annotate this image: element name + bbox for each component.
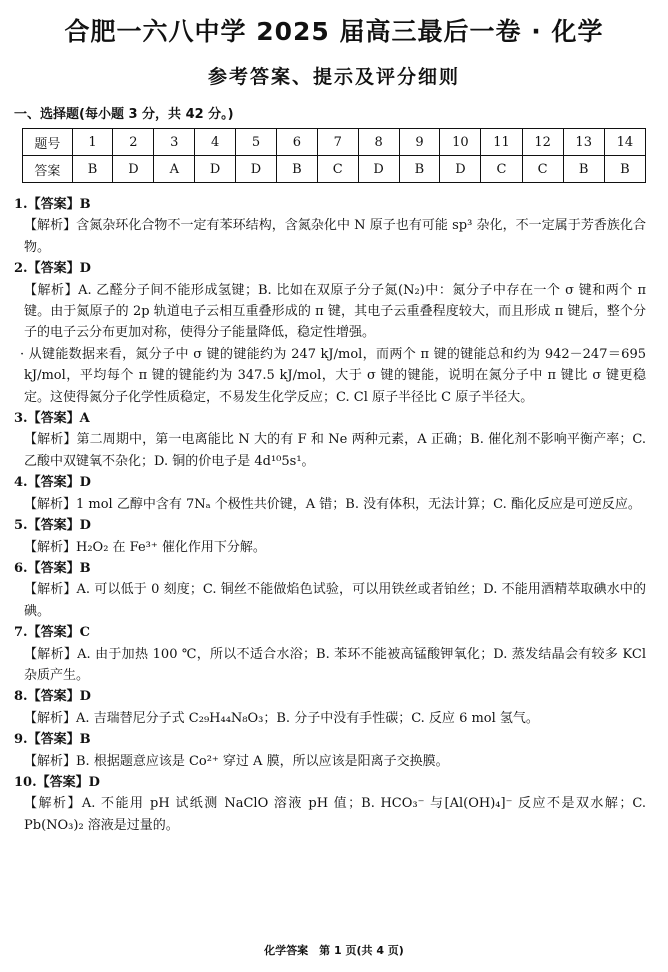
answer-row [23,156,646,183]
question-2 [14,258,646,408]
row-label-answers: 答案 [23,156,73,183]
section-heading: 一、选择题(每小题 3 分，共 42 分。) [14,107,234,122]
question-7 [14,622,646,686]
question-number: 2 [113,129,154,156]
answer-line: 4.【答案】D [14,475,91,491]
page-title: 合肥一六八中学 2025 届高三最后一卷 · 化学 [64,17,604,46]
answer-cell: D [236,156,277,183]
answer-line: 6.【答案】B [14,560,91,576]
answer-cell: C [317,156,358,183]
answer-line: 3.【答案】A [14,411,90,427]
question-5 [14,515,646,558]
answer-cell: D [440,156,481,183]
answer-table [22,128,646,183]
explanation-text: 【解析】H₂O₂ 在 Fe³⁺ 催化作用下分解。 [24,539,266,555]
page-footer: 化学答案 第 1 页(共 4 页) [264,944,404,957]
question-number: 6 [276,129,317,156]
answer-cell: C [481,156,522,183]
explanation-text: 【解析】A. 由于加热 100 ℃，所以不适合水浴；B. 苯环不能被高锰酸钾氧化；D. 蒸发结晶会有较多 KCl 杂质产生。 [24,646,646,683]
question-4 [14,472,646,515]
explanation-text: 【解析】含氮杂环化合物不一定有苯环结构，含氮杂化中 N 原子也有可能 sp³ 杂化，不一定属于芳香族化合物。 [24,218,646,255]
question-1 [14,194,646,258]
explanation-text: 【解析】A. 不能用 pH 试纸测 NaClO 溶液 pH 值；B. HCO₃⁻ 与[Al(OH)₄]⁻ 反应不是双水解；C. Pb(NO₃)₂ 溶液是过量的。 [24,796,646,833]
question-number: 14 [604,129,645,156]
question-number: 10 [440,129,481,156]
explanation-text-continued: · 从键能数据来看，氮分子中 σ 键的键能约为 247 kJ/mol，而两个 π 键的键能总和约为 942－247＝695 kJ/mol，平均每个 π 键的键能约为 347.5 kJ/mol，大于 σ 键的键能，说明在氮分子中 π 键比 σ 键更稳定。这使得氮分子化学性质稳定，不易发生化学反应；C. Cl 原子半径比 C 原子半径大。 [20,346,646,405]
answer-cell: B [72,156,113,183]
explanation-text: 【解析】第二周期中，第一电离能比 N 大的有 F 和 Ne 两种元素，A 正确；B. 催化剂不影响平衡产率；C. 乙酸中双键氧不杂化；D. 铜的价电子是 4d¹⁰5s¹。 [24,432,646,469]
question-number-row [23,129,646,156]
row-label-numbers: 题号 [23,129,73,156]
explanations [14,194,646,836]
question-number: 3 [154,129,195,156]
answer-cell: B [399,156,440,183]
page-subtitle: 参考答案、提示及评分细则 [207,66,460,88]
question-number: 8 [358,129,399,156]
answer-cell: D [358,156,399,183]
question-number: 11 [481,129,522,156]
answer-line: 10.【答案】D [14,774,100,790]
question-number: 4 [195,129,236,156]
explanation-text: 【解析】1 mol 乙醇中含有 7Nₐ 个极性共价键，A 错；B. 没有体积，无法计算；C. 酯化反应是可逆反应。 [24,496,641,512]
question-10 [14,772,646,836]
answer-cell: D [113,156,154,183]
answer-line: 2.【答案】D [14,261,91,277]
answer-cell: A [154,156,195,183]
answer-line: 1.【答案】B [14,197,91,212]
question-6 [14,558,646,622]
explanation-text: 【解析】A. 乙醛分子间不能形成氢键；B. 比如在双原子分子氮(N₂)中：氮分子中存在一个 σ 键和两个 π 键。由于氮原子的 2p 轨道电子云相互重叠形成的 π 键，其电子云重叠程度较大，而且形成 π 键后，整个分子的电子云分布更加对称，使得分子能量降低，稳定性增强。 [24,282,646,341]
question-number: 7 [317,129,358,156]
explanation-text: 【解析】B. 根据题意应该是 Co²⁺ 穿过 A 膜，所以应该是阳离子交换膜。 [24,753,449,769]
explanation-text: 【解析】A. 可以低于 0 刻度；C. 铜丝不能做焰色试验，可以用铁丝或者铂丝；D. 不能用酒精萃取碘水中的碘。 [24,582,646,619]
explanation-text: 【解析】A. 吉瑞替尼分子式 C₂₉H₄₄N₈O₃；B. 分子中没有手性碳；C. 反应 6 mol 氢气。 [24,710,539,726]
question-number: 1 [72,129,113,156]
answer-line: 8.【答案】D [14,689,91,705]
answer-cell: D [195,156,236,183]
answer-cell: B [563,156,604,183]
answer-cell: C [522,156,563,183]
answer-cell: B [276,156,317,183]
question-8 [14,686,646,729]
question-number: 9 [399,129,440,156]
answer-line: 9.【答案】B [14,732,91,748]
question-number: 13 [563,129,604,156]
question-number: 12 [522,129,563,156]
question-3 [14,408,646,472]
question-9 [14,729,646,772]
question-number: 5 [236,129,277,156]
answer-line: 5.【答案】D [14,518,91,534]
answer-line: 7.【答案】C [14,625,90,641]
answer-cell: B [604,156,645,183]
